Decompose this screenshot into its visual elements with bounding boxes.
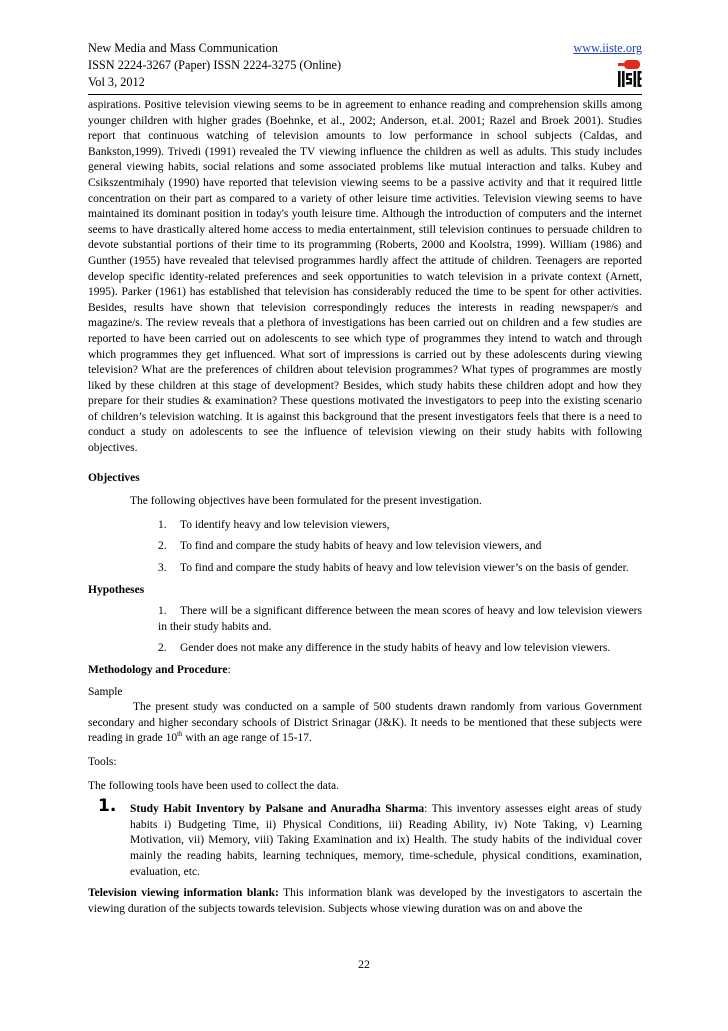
objective-number: 1. (158, 518, 167, 531)
objective-item (158, 539, 642, 555)
header-divider (88, 94, 642, 95)
objective-number: 3. (158, 562, 167, 575)
objective-text: To find and compare the study habits of heavy and low television viewers, and (180, 540, 542, 553)
hypothesis-text: There will be a significant difference between the mean scores of heavy and low television viewers in their study habits and. (158, 605, 642, 633)
tv-info-title: Television viewing information blank: (88, 887, 279, 900)
tool-number: 1. (98, 796, 117, 817)
objective-item (158, 561, 642, 577)
sample-label: Sample (88, 685, 123, 698)
hypothesis-item (158, 604, 642, 635)
tv-info-paragraph (88, 886, 642, 917)
objective-text: To identify heavy and low television viewers, (180, 518, 390, 531)
iiste-logo-icon (616, 60, 642, 90)
journal-title: New Media and Mass Communication (88, 41, 278, 55)
page-number: 22 (358, 957, 370, 971)
tool-description: : This inventory assesses eight areas of study habits i) Budgeting Time, ii) Physical Conditions, iii) Reading Ability, iv) Note Taking, v) Learning Motivation, vii) Memory, viii) Taking Examination and ix) Health. The study habits of the individual cover mainly the reading habits, learning techniques, memory, time-schedule, physical conditions, examination, evaluation, etc. (130, 803, 642, 878)
methodology-heading-colon: : (227, 664, 231, 676)
page-body (88, 98, 642, 917)
sample-text-end: with an age range of 15-17. (182, 732, 312, 745)
tools-label: Tools: (88, 755, 117, 768)
tv-info-text: This information blank was developed by the investigators to ascertain the viewing duration of the subjects towards television. Subjects whose viewing duration was on and above the (88, 887, 642, 915)
tool-title: Study Habit Inventory by Palsane and Anuradha Sharma (130, 803, 425, 816)
intro-paragraph: aspirations. Positive television viewing seems to be in agreement to enhance reading and comprehension skills among younger children with higher grades (Boehnke, et al., 2002; Anderson, et.al. 2001; Razel and Broek 2001). Studies report that continuous watching of television amounts to low performance in school subjects (Caldas, and Bankston,1999). Trivedi (1991) revealed the TV viewing influence the children as well as adults. This study includes general viewing habits, social relations and some associated problems like mutual interaction and talks. Kubey and Csikszentmihaly (1990) have reported that television viewing seems to be a passive activity and that it required little concentration on their part as compared to a variety of other leisure time activities. Television viewing seems to have maintained its dominant position in today's youth leisure time. Although the introduction of computers and the internet seems to have drastically altered home access to media entertainment, still television continues to persuade children to devote substantial portions of their time to its programming (Roberts, 2000 and Koolstra, 1999). William (1986) and Gunther (1955) have revealed that televised programmes hardly affect the attitude of children. Teenagers are reported develop specific identity-related preferences and seek opportunities to watch television in a private context (Arnett, 1995). Parker (1961) has established that television has considerably reduced the time to be spent for other activities. Besides, results have shown that television correspondingly reduces the interests in reading newspaper/s and magazine/s. The review reveals that a plethora of investigations has been carried out on children and a few studies are reported to have been carried out on adolescents to see which type of programmes they intend to watch and through which programmes they get influenced. What sort of impressions is carried out by these adolescents during viewing television? What are the preferences of children about television programmes? What types of programmes are mostly liked by these children at this stage of development? Besides, which study habits these children adopt and how they prepare for their studies & examination? These questions motivated the investigators to peep into the existing scenario of children’s television watching. It is against this background that the present investigators feels that there is a need to conduct a study on adolescents to see the influence of television viewing on their study habits with following objectives. (88, 99, 642, 455)
objective-number: 2. (158, 540, 167, 553)
hypothesis-item (158, 641, 642, 657)
sample-paragraph (88, 700, 642, 747)
sample-text: The present study was conducted on a sample of 500 students drawn randomly from various Government secondary and higher secondary schools of District Srinagar (J&K). It needs to be mentioned that these subjects were reading in grade 10 (88, 701, 642, 745)
issn-line: ISSN 2224-3267 (Paper) ISSN 2224-3275 (Online) (88, 58, 342, 72)
methodology-heading-line (88, 663, 642, 679)
hypotheses-heading: Hypotheses (88, 583, 145, 596)
objectives-heading: Objectives (88, 471, 140, 484)
hypothesis-number: 1. (158, 605, 167, 618)
objective-text: To find and compare the study habits of heavy and low television viewer’s on the basis of gender. (180, 562, 629, 575)
hypothesis-number: 2. (158, 642, 167, 655)
page-header (88, 40, 642, 91)
tools-lead: The following tools have been used to collect the data. (88, 779, 340, 792)
objective-item (158, 518, 642, 534)
hypothesis-text: Gender does not make any difference in the study habits of heavy and low television viewers. (180, 642, 611, 655)
methodology-heading: Methodology and Procedure (88, 664, 228, 676)
grade-superscript: th (177, 730, 183, 739)
objectives-lead: The following objectives have been formulated for the present investigation. (130, 495, 482, 508)
tool-item (88, 796, 642, 880)
volume-line: Vol 3, 2012 (88, 75, 145, 89)
journal-url-link[interactable]: www.iiste.org (573, 41, 642, 55)
